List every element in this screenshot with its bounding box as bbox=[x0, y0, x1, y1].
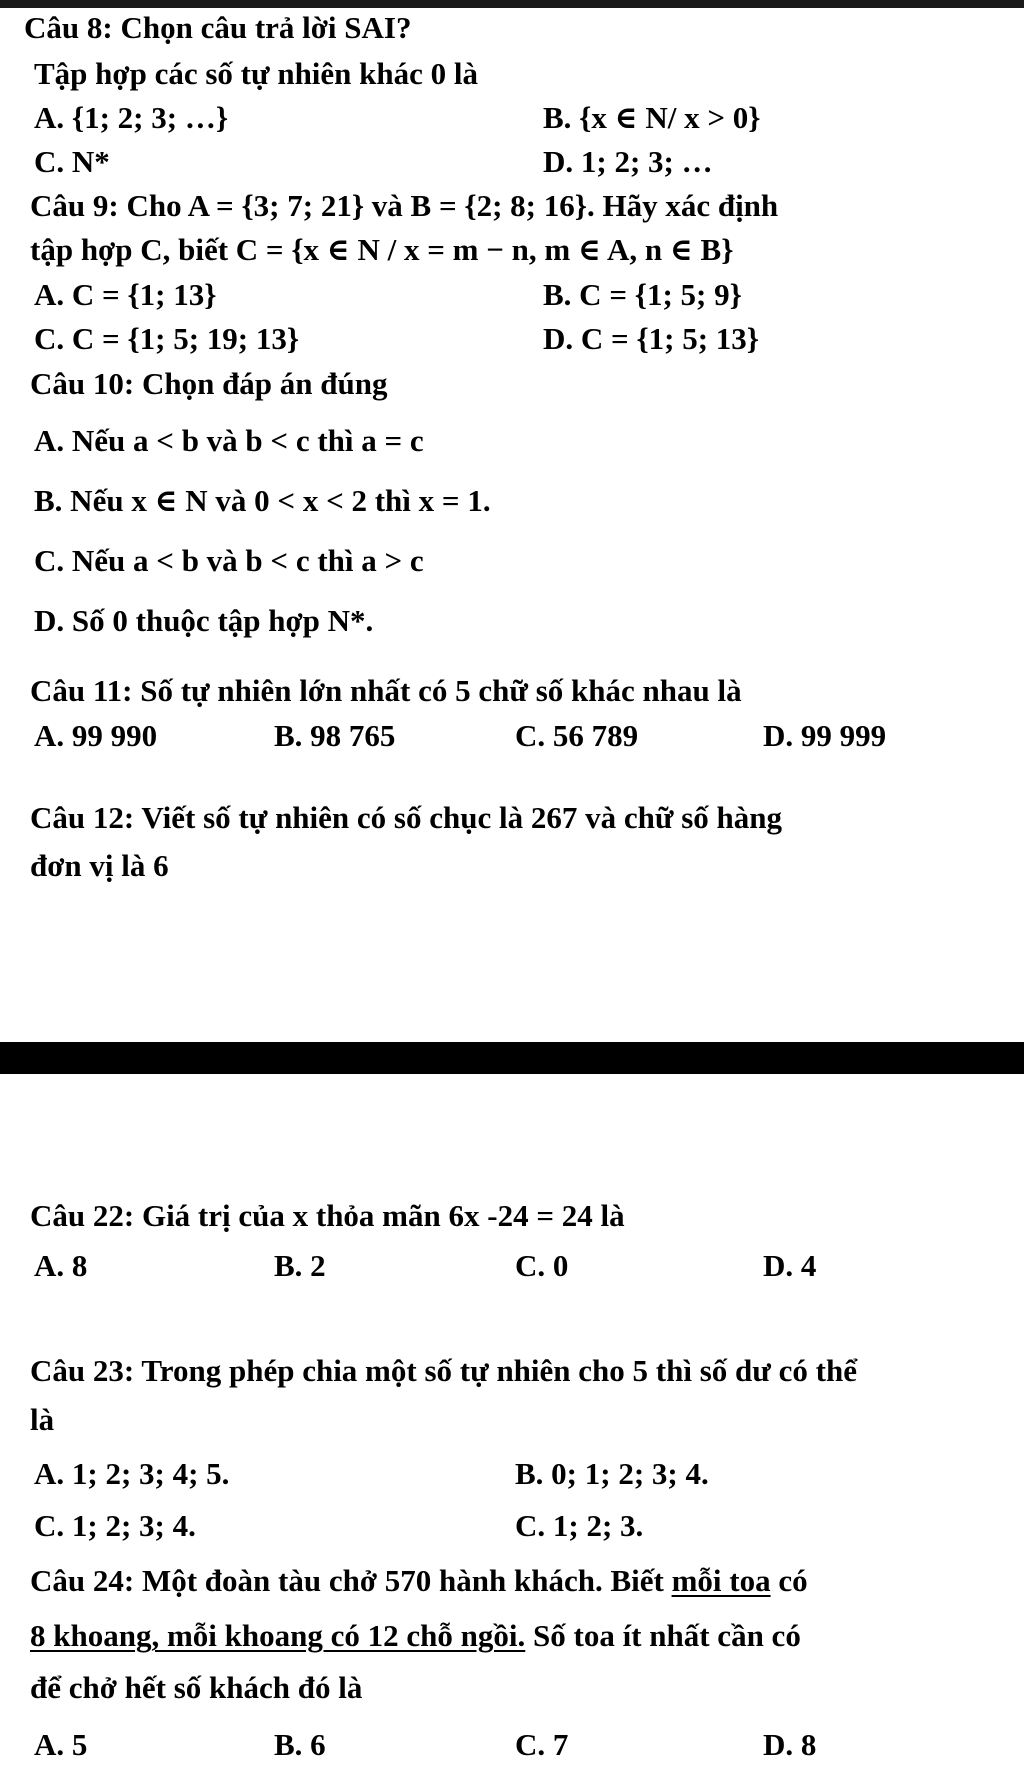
q23-stem-line2: là bbox=[30, 1402, 55, 1437]
q23-option-a: A. 1; 2; 3; 4; 5. bbox=[34, 1456, 230, 1491]
q11-option-c: C. 56 789 bbox=[515, 718, 639, 753]
q12-stem: Câu 12: Viết số tự nhiên có số chục là 267 và chữ số hàng bbox=[30, 800, 782, 835]
q8-option-a: A. {1; 2; 3; …} bbox=[34, 100, 229, 135]
q9-option-a: A. C = {1; 13} bbox=[34, 277, 217, 312]
q24-stem-line3: để chở hết số khách đó là bbox=[30, 1670, 363, 1705]
q10-option-a: A. Nếu a < b và b < c thì a = c bbox=[34, 423, 424, 458]
q22-option-b: B. 2 bbox=[274, 1248, 326, 1283]
q24-stem-text: Câu 24: Một đoàn tàu chở 570 hành khách. Biết bbox=[30, 1563, 672, 1598]
q10-option-c: C. Nếu a < b và b < c thì a > c bbox=[34, 543, 424, 578]
question-sheet-top bbox=[0, 8, 1024, 1042]
q24-option-d: D. 8 bbox=[763, 1727, 817, 1762]
q9-stem-line2: tập hợp C, biết C = {x ∈ N / x = m − n, m ∈ A, n ∈ B} bbox=[30, 232, 734, 267]
top-border bbox=[0, 0, 1024, 8]
q9-option-d: D. C = {1; 5; 13} bbox=[543, 321, 760, 356]
q8-option-b: B. {x ∈ N/ x > 0} bbox=[543, 100, 761, 135]
q8-intro: Tập hợp các số tự nhiên khác 0 là bbox=[34, 56, 479, 91]
q23-option-d: C. 1; 2; 3. bbox=[515, 1508, 644, 1543]
q23-option-c: C. 1; 2; 3; 4. bbox=[34, 1508, 196, 1543]
q8-stem: Câu 8: Chọn câu trả lời SAI? bbox=[24, 10, 412, 45]
question-sheet-bottom bbox=[0, 1074, 1024, 1769]
q9-stem: Câu 9: Cho A = {3; 7; 21} và B = {2; 8; 16}. Hãy xác định bbox=[30, 188, 779, 223]
q9-option-c: C. C = {1; 5; 19; 13} bbox=[34, 321, 300, 356]
q24-option-c: C. 7 bbox=[515, 1727, 569, 1762]
q22-option-c: C. 0 bbox=[515, 1248, 569, 1283]
q22-option-d: D. 4 bbox=[763, 1248, 817, 1283]
q24-option-b: B. 6 bbox=[274, 1727, 326, 1762]
q11-option-b: B. 98 765 bbox=[274, 718, 396, 753]
q24-option-a: A. 5 bbox=[34, 1727, 88, 1762]
q22-stem: Câu 22: Giá trị của x thỏa mãn 6x -24 = 24 là bbox=[30, 1198, 625, 1233]
q10-option-b: B. Nếu x ∈ N và 0 < x < 2 thì x = 1. bbox=[34, 483, 491, 518]
q10-option-d: D. Số 0 thuộc tập hợp N*. bbox=[34, 603, 374, 638]
q10-stem: Câu 10: Chọn đáp án đúng bbox=[30, 366, 388, 401]
q11-option-a: A. 99 990 bbox=[34, 718, 158, 753]
q23-option-b: B. 0; 1; 2; 3; 4. bbox=[515, 1456, 709, 1491]
q12-stem-line2: đơn vị là 6 bbox=[30, 848, 169, 883]
q24-underlined-clause: 8 khoang, mỗi khoang có 12 chỗ ngồi. bbox=[30, 1618, 526, 1653]
q23-stem: Câu 23: Trong phép chia một số tự nhiên cho 5 thì số dư có thể bbox=[30, 1353, 857, 1388]
q9-option-b: B. C = {1; 5; 9} bbox=[543, 277, 742, 312]
q8-option-d: D. 1; 2; 3; … bbox=[543, 144, 713, 179]
q11-stem: Câu 11: Số tự nhiên lớn nhất có 5 chữ số khác nhau là bbox=[30, 673, 742, 708]
q22-option-a: A. 8 bbox=[34, 1248, 88, 1283]
q24-stem-text-end: có bbox=[770, 1563, 808, 1598]
q24-stem bbox=[30, 1565, 808, 1596]
q24-stem-line2 bbox=[30, 1620, 801, 1651]
q11-option-d: D. 99 999 bbox=[763, 718, 887, 753]
q8-option-c: C. N* bbox=[34, 144, 110, 179]
q24-stem-line2-text: Số toa ít nhất cần có bbox=[525, 1618, 801, 1653]
q24-underlined-phrase: mỗi toa bbox=[671, 1563, 771, 1598]
